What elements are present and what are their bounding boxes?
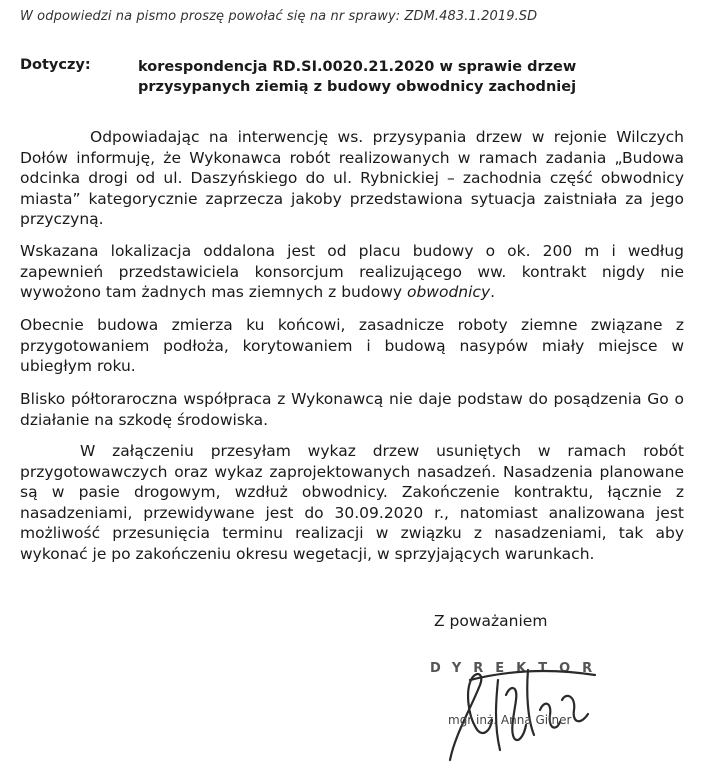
subject-line-2: przysypanych ziemią z budowy obwodnicy zachodniej	[138, 79, 577, 95]
director-stamp: DYREKTOR	[430, 661, 605, 676]
paragraph-location-main: Wskazana lokalizacja oddalona jest od placu budowy o ok. 200 m i według zapewnień przedstawiciela konsorcjum realizującego ww. kontrakt nigdy nie wywożono tam żadnych mas ziemnych z budowy	[20, 242, 684, 301]
subject-label: Dotyczy:	[20, 57, 91, 73]
paragraph-intervention-response: Odpowiadając na interwencję ws. przysypania drzew w rejonie Wilczych Dołów informuję, że Wykonawca robót realizowanych w ramach zadania „Budowa odcinka drogi od ul. Daszyńskiego do ul. Rybnickiej – zachodnia część obwodnicy miasta” kategorycznie zaprzecza jakoby przedstawiona sytuacja zaistniała za jego przyczyną.	[20, 128, 684, 228]
closing-salutation: Z poważaniem	[434, 612, 548, 630]
subject-line-1: korespondencja RD.SI.0020.21.2020 w sprawie drzew	[138, 59, 577, 75]
signer-name: mgr inż. Anna Gilner	[448, 713, 572, 727]
paragraph-cooperation: Blisko półtoraroczna współpraca z Wykonawcą nie daje podstaw do posądzenia Go o działanie na szkodę środowiska.	[20, 390, 684, 429]
paragraph-construction-status: Obecnie budowa zmierza ku końcowi, zasadnicze roboty ziemne związane z przygotowaniem podłoża, korytowaniem i budową nasypów miały miejsce w ubiegłym roku.	[20, 316, 684, 375]
paragraph-location-distance	[20, 241, 684, 303]
handwritten-signature	[410, 640, 620, 765]
paragraph-location-italic-word: obwodnicy	[406, 283, 491, 301]
subject-text	[138, 57, 638, 97]
paragraph-attachment-plantings: W załączeniu przesyłam wykaz drzew usuniętych w ramach robót przygotowawczych oraz wykaz zaprojektowanych nasadzeń. Nasadzenia planowane są w pasie drogowym, wzdłuż obwodnicy. Zakończenie kontraktu, łącznie z nasadzeniami, przewidywane jest do 30.09.2020 r., natomiast analizowana jest możliwość przesunięcia terminu realizacji w związku z nasadzeniami, tak aby wykonać je po zakończeniu okresu wegetacji, w sprzyjających warunkach.	[20, 442, 684, 563]
case-reference-note: W odpowiedzi na pismo proszę powołać się na nr sprawy: ZDM.483.1.2019.SD	[20, 9, 538, 24]
paragraph-location-end: .	[490, 283, 496, 301]
